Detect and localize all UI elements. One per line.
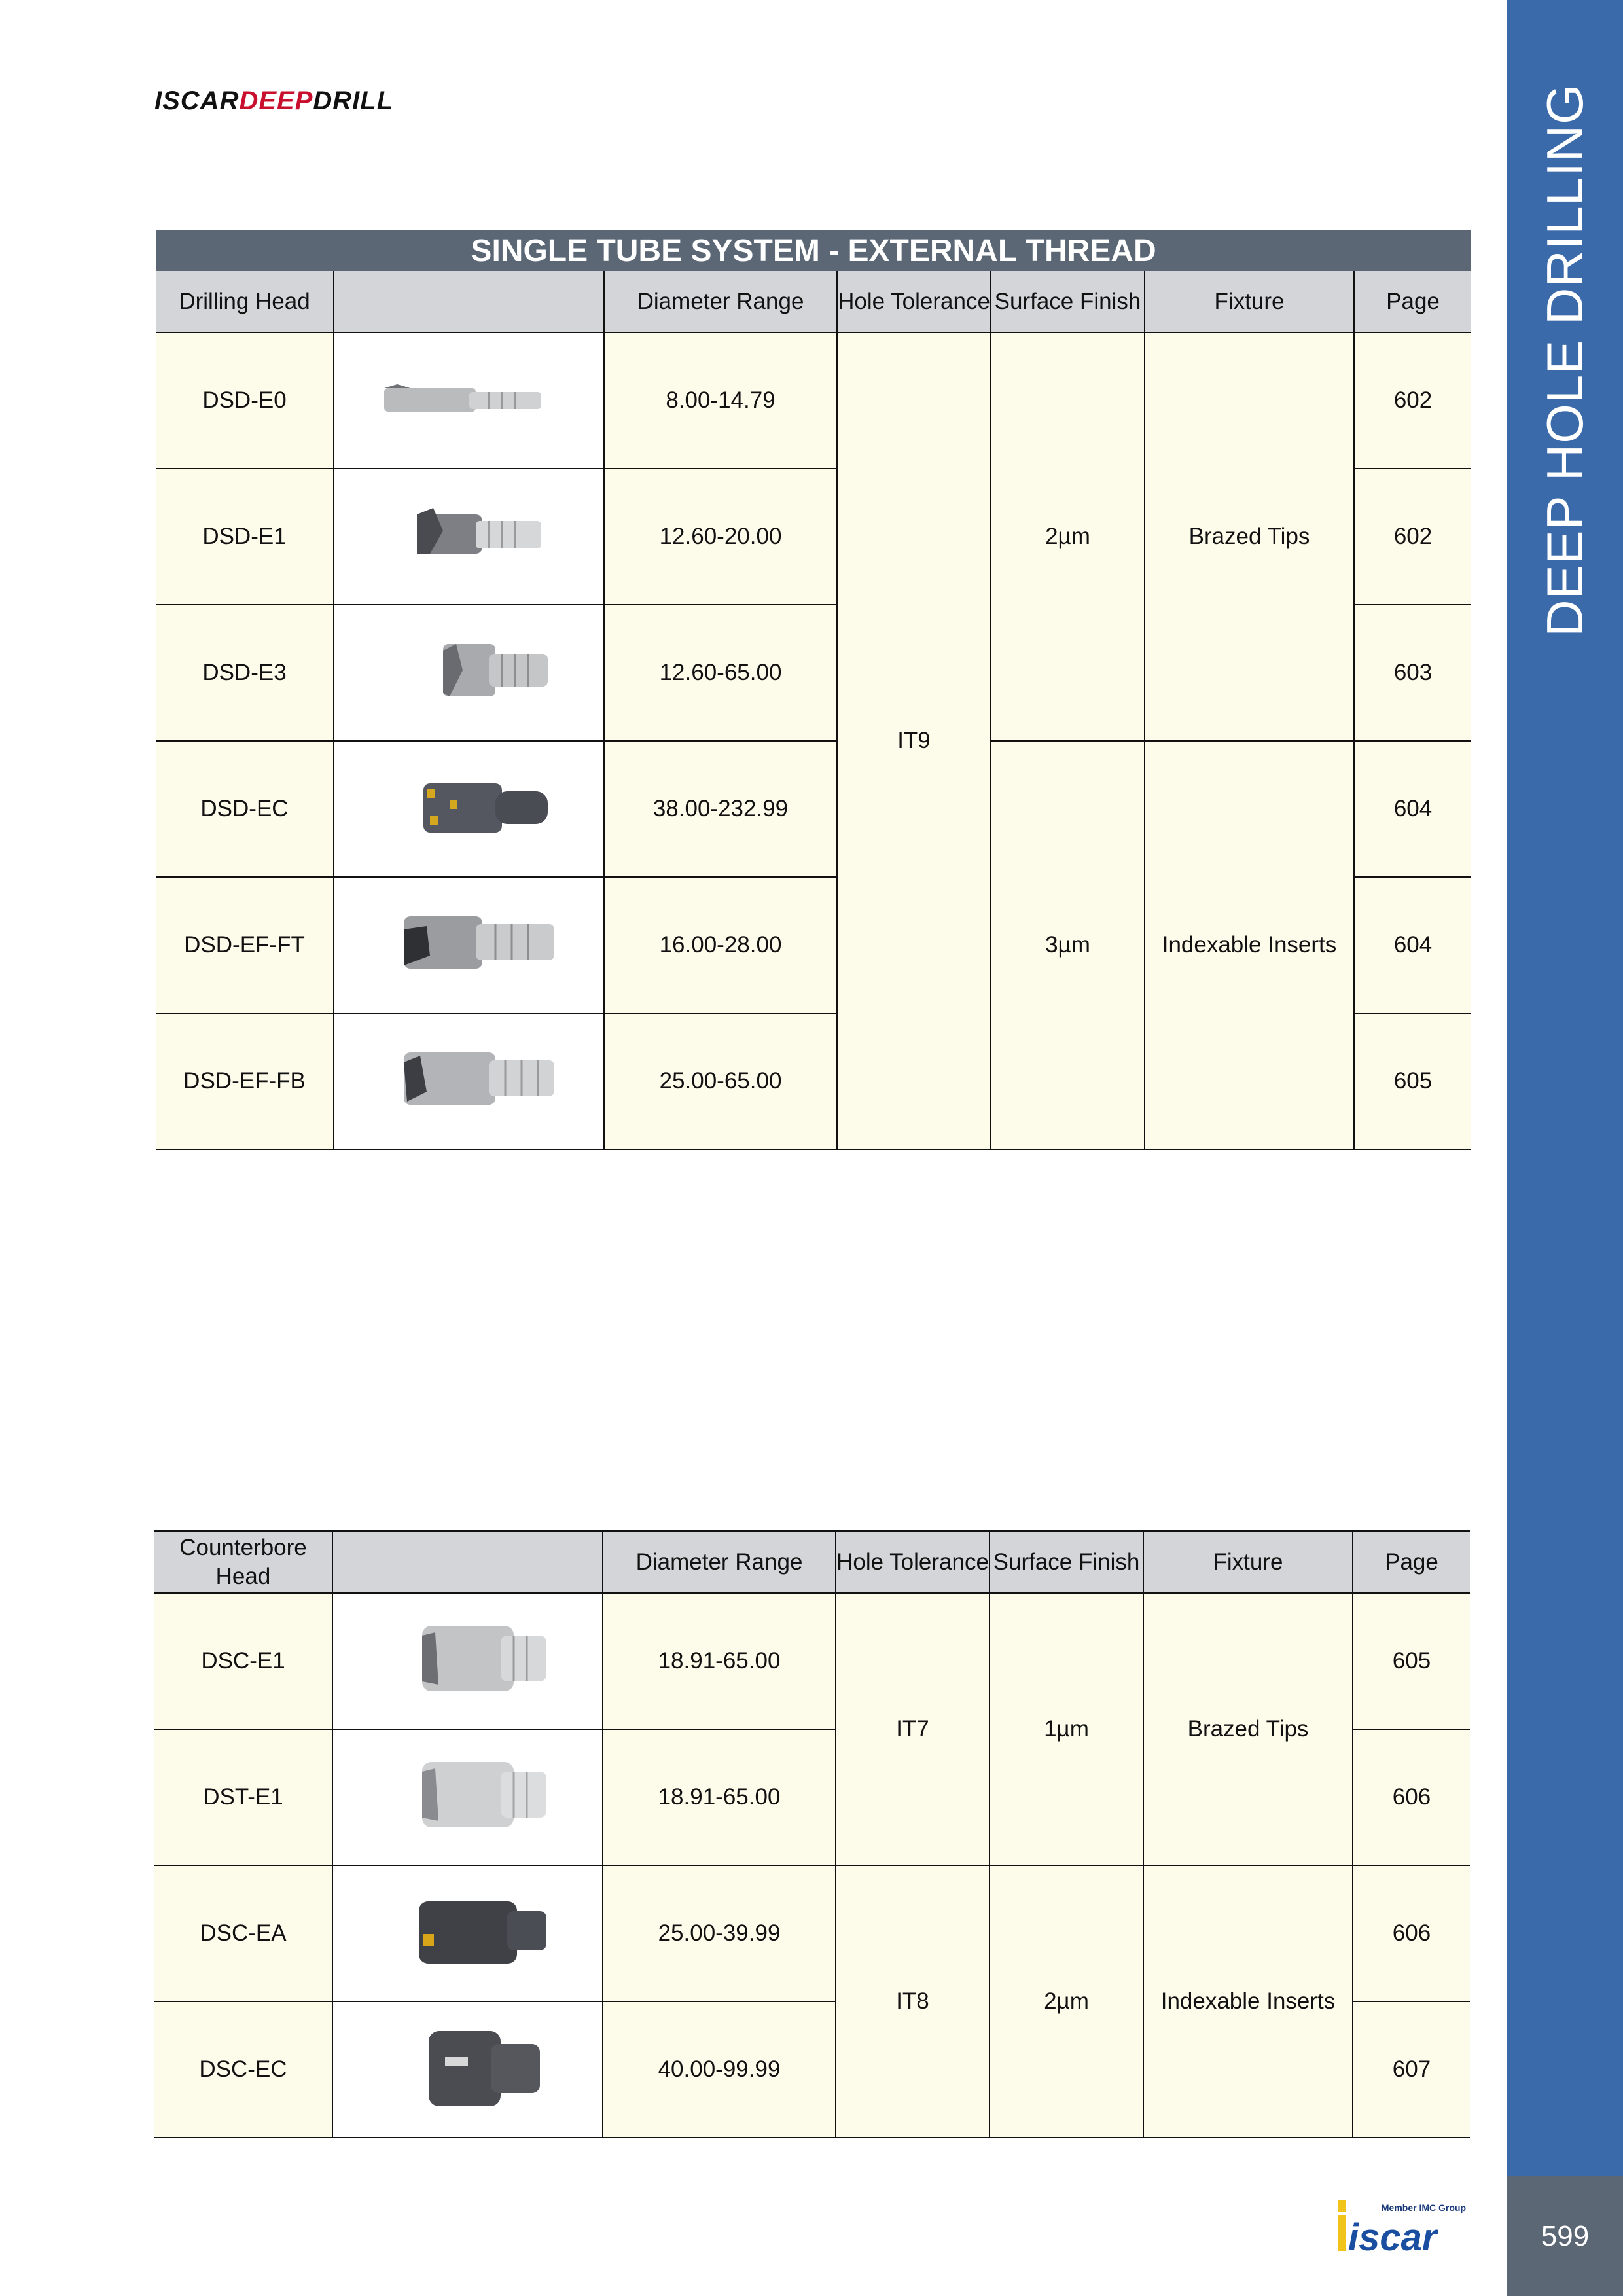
page-ref: 604 (1354, 877, 1471, 1013)
diameter-range: 18.91-65.00 (603, 1593, 836, 1729)
section-title: DEEP HOLE DRILLING (1536, 83, 1594, 637)
counterbore-table (154, 1530, 1470, 2138)
fixture: Brazed Tips (1143, 1593, 1353, 1865)
fixture: Indexable Inserts (1143, 1865, 1353, 2138)
header-hole-tolerance: Hole Tolerance (836, 1531, 990, 1593)
drill-head-image (371, 770, 567, 842)
header-surface-finish: Surface Finish (990, 1531, 1143, 1593)
fixture: Brazed Tips (1145, 332, 1354, 741)
head-name: DSC-EA (154, 1865, 332, 2001)
counterbore-head-image (370, 2021, 566, 2113)
head-name: DSD-EF-FT (156, 877, 334, 1013)
header-fixture: Fixture (1143, 1531, 1353, 1593)
tool-image (334, 605, 604, 741)
surface-finish: 1µm (990, 1593, 1143, 1865)
head-name: DSD-E0 (156, 332, 334, 469)
head-name: DSD-E3 (156, 605, 334, 741)
hole-tolerance: IT8 (836, 1865, 990, 2138)
head-name: DSC-E1 (154, 1593, 332, 1729)
drill-head-image (371, 498, 567, 570)
table-row (156, 741, 1471, 877)
header-image (334, 271, 604, 332)
header-page: Page (1354, 271, 1471, 332)
header-fixture: Fixture (1145, 271, 1354, 332)
diameter-range: 40.00-99.99 (603, 2001, 836, 2138)
header-diameter-range: Diameter Range (603, 1531, 836, 1593)
drill-head-image (365, 903, 574, 982)
header-counterbore-head: Counterbore Head (154, 1531, 332, 1593)
head-name: DSC-EC (154, 2001, 332, 2138)
header-image (332, 1531, 603, 1593)
tool-image (332, 1729, 603, 1865)
hole-tolerance: IT9 (837, 332, 991, 1149)
tool-image (334, 469, 604, 605)
iscar-logo (1335, 2199, 1469, 2255)
page-ref: 605 (1353, 1593, 1470, 1729)
diameter-range: 12.60-65.00 (604, 605, 837, 741)
header-hole-tolerance: Hole Tolerance (837, 271, 991, 332)
diameter-range: 25.00-39.99 (603, 1865, 836, 2001)
diameter-range: 25.00-65.00 (604, 1013, 837, 1149)
tool-image (332, 2001, 603, 2138)
page-ref: 607 (1353, 2001, 1470, 2138)
counterbore-head-image (370, 1888, 566, 1973)
head-name: DSD-E1 (156, 469, 334, 605)
tool-image (334, 332, 604, 469)
diameter-range: 12.60-20.00 (604, 469, 837, 605)
diameter-range: 16.00-28.00 (604, 877, 837, 1013)
header-drilling-head: Drilling Head (156, 271, 334, 332)
table-row (154, 1593, 1470, 1729)
page-ref: 606 (1353, 1865, 1470, 2001)
page-ref: 605 (1354, 1013, 1471, 1149)
header-surface-finish: Surface Finish (991, 271, 1145, 332)
drill-head-image (371, 368, 567, 427)
tool-image (332, 1593, 603, 1729)
fixture: Indexable Inserts (1145, 741, 1354, 1149)
drill-head-image (371, 631, 567, 709)
counterbore-head-image (370, 1616, 566, 1701)
table-row (156, 332, 1471, 469)
svg-text:Member IMC Group: Member IMC Group (1381, 2202, 1466, 2213)
surface-finish: 2µm (991, 332, 1145, 741)
diameter-range: 38.00-232.99 (604, 741, 837, 877)
head-name: DSD-EC (156, 741, 334, 877)
page-ref: 602 (1354, 469, 1471, 605)
surface-finish: 3µm (991, 741, 1145, 1149)
page-ref: 603 (1354, 605, 1471, 741)
page-ref: 604 (1354, 741, 1471, 877)
tool-image (334, 877, 604, 1013)
diameter-range: 8.00-14.79 (604, 332, 837, 469)
svg-text:iscar: iscar (1348, 2216, 1437, 2255)
tool-image (334, 741, 604, 877)
header-page: Page (1353, 1531, 1470, 1593)
drill-head-image (365, 1039, 574, 1118)
surface-finish: 2µm (990, 1865, 1143, 2138)
single-tube-table (156, 230, 1471, 1150)
head-name: DST-E1 (154, 1729, 332, 1865)
tool-image (332, 1865, 603, 2001)
brand-logo: ISCARDEEPDRILL (154, 86, 394, 115)
page-ref: 602 (1354, 332, 1471, 469)
page-ref: 606 (1353, 1729, 1470, 1865)
tool-image (334, 1013, 604, 1149)
table-row (154, 1865, 1470, 2001)
header-diameter-range: Diameter Range (604, 271, 837, 332)
page-number: 599 (1541, 2219, 1590, 2252)
head-name: DSD-EF-FB (156, 1013, 334, 1149)
table-title: SINGLE TUBE SYSTEM - EXTERNAL THREAD (156, 230, 1471, 271)
diameter-range: 18.91-65.00 (603, 1729, 836, 1865)
hole-tolerance: IT7 (836, 1593, 990, 1865)
counterbore-head-image (370, 1752, 566, 1837)
